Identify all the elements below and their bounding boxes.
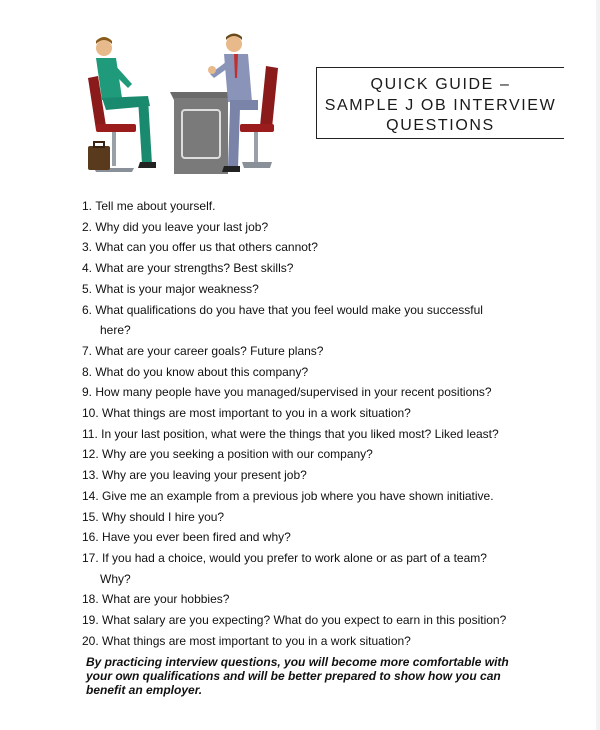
- question-number: 7.: [82, 343, 93, 358]
- title-line-3: QUESTIONS: [386, 117, 495, 134]
- question-number: 1.: [82, 199, 93, 213]
- question-list: [82, 196, 552, 651]
- question-item: [82, 486, 552, 507]
- question-item: [82, 589, 552, 610]
- question-item: [82, 444, 552, 465]
- question-text: What are your strengths? Best skills?: [95, 261, 294, 276]
- question-text: Give me an example from a previous job where you have shown initiative.: [102, 488, 494, 503]
- question-item: [82, 237, 552, 258]
- question-text: Why did you leave your last job?: [95, 219, 269, 234]
- question-text: What do you know about this company?: [95, 364, 309, 379]
- question-text: Tell me about yourself.: [95, 199, 216, 213]
- question-number: 8.: [82, 364, 93, 379]
- question-number: 9.: [82, 385, 93, 400]
- closing-paragraph: By practicing interview questions, you will become more comfortable with your own qualifications and will be better prepared to show how you can benefit an employer.: [86, 655, 509, 697]
- question-item: [82, 610, 552, 631]
- question-text: What are your hobbies?: [102, 592, 230, 607]
- question-number: 19.: [82, 613, 99, 628]
- question-continuation: Why?: [100, 571, 131, 586]
- title-line-1: QUICK GUIDE –: [370, 76, 511, 93]
- question-text: Have you ever been fired and why?: [102, 530, 291, 545]
- question-number: 14.: [82, 488, 99, 503]
- page-right-edge: [596, 0, 600, 730]
- question-number: 13.: [82, 468, 99, 483]
- question-number: 20.: [82, 633, 99, 648]
- question-item: [82, 300, 552, 341]
- title-box: [316, 67, 564, 139]
- question-text: What is your major weakness?: [95, 281, 259, 296]
- title-line-2: SAMPLE J OB INTERVIEW: [324, 96, 557, 114]
- question-text: How many people have you managed/supervised in your recent positions?: [95, 385, 492, 400]
- question-text: Why are you seeking a position with our company?: [102, 447, 373, 462]
- question-number: 3.: [82, 240, 93, 255]
- question-text: What are your career goals? Future plans?: [95, 343, 324, 358]
- question-number: 15.: [82, 509, 99, 524]
- question-number: 16.: [82, 530, 99, 545]
- question-number: 5.: [82, 281, 93, 296]
- question-text: What can you offer us that others cannot?: [95, 240, 318, 255]
- question-item: [82, 196, 552, 217]
- question-number: 10.: [82, 406, 99, 421]
- question-item: [82, 403, 552, 424]
- question-text: Why should I hire you?: [102, 509, 225, 524]
- question-item: [82, 341, 552, 362]
- question-item: [82, 507, 552, 528]
- job-interview-illustration-icon: [82, 28, 292, 180]
- question-text: What qualifications do you have that you feel would make you successful: [95, 302, 483, 317]
- question-item: [82, 217, 552, 238]
- question-text: If you had a choice, would you prefer to work alone or as part of a team?: [102, 550, 487, 565]
- question-number: 17.: [82, 550, 99, 565]
- question-item: [82, 465, 552, 486]
- question-number: 4.: [82, 261, 93, 276]
- question-item: [82, 258, 552, 279]
- question-number: 11.: [82, 426, 98, 441]
- question-item: [82, 527, 552, 548]
- question-number: 18.: [82, 592, 99, 607]
- question-item: [82, 279, 552, 300]
- question-item: [82, 362, 552, 383]
- question-item: [82, 382, 552, 403]
- question-text: What things are most important to you in a work situation?: [102, 406, 411, 421]
- question-item: [82, 631, 552, 652]
- question-number: 6.: [82, 302, 93, 317]
- question-item: [82, 548, 552, 589]
- question-item: [82, 424, 552, 445]
- question-text: Why are you leaving your present job?: [102, 468, 307, 483]
- question-text: In your last position, what were the things that you liked most? Liked least?: [101, 426, 499, 441]
- question-text: What things are most important to you in a work situation?: [102, 633, 411, 648]
- question-text: What salary are you expecting? What do you expect to earn in this position?: [102, 613, 507, 628]
- question-number: 2.: [82, 219, 93, 234]
- question-number: 12.: [82, 447, 99, 462]
- question-continuation: here?: [100, 323, 131, 338]
